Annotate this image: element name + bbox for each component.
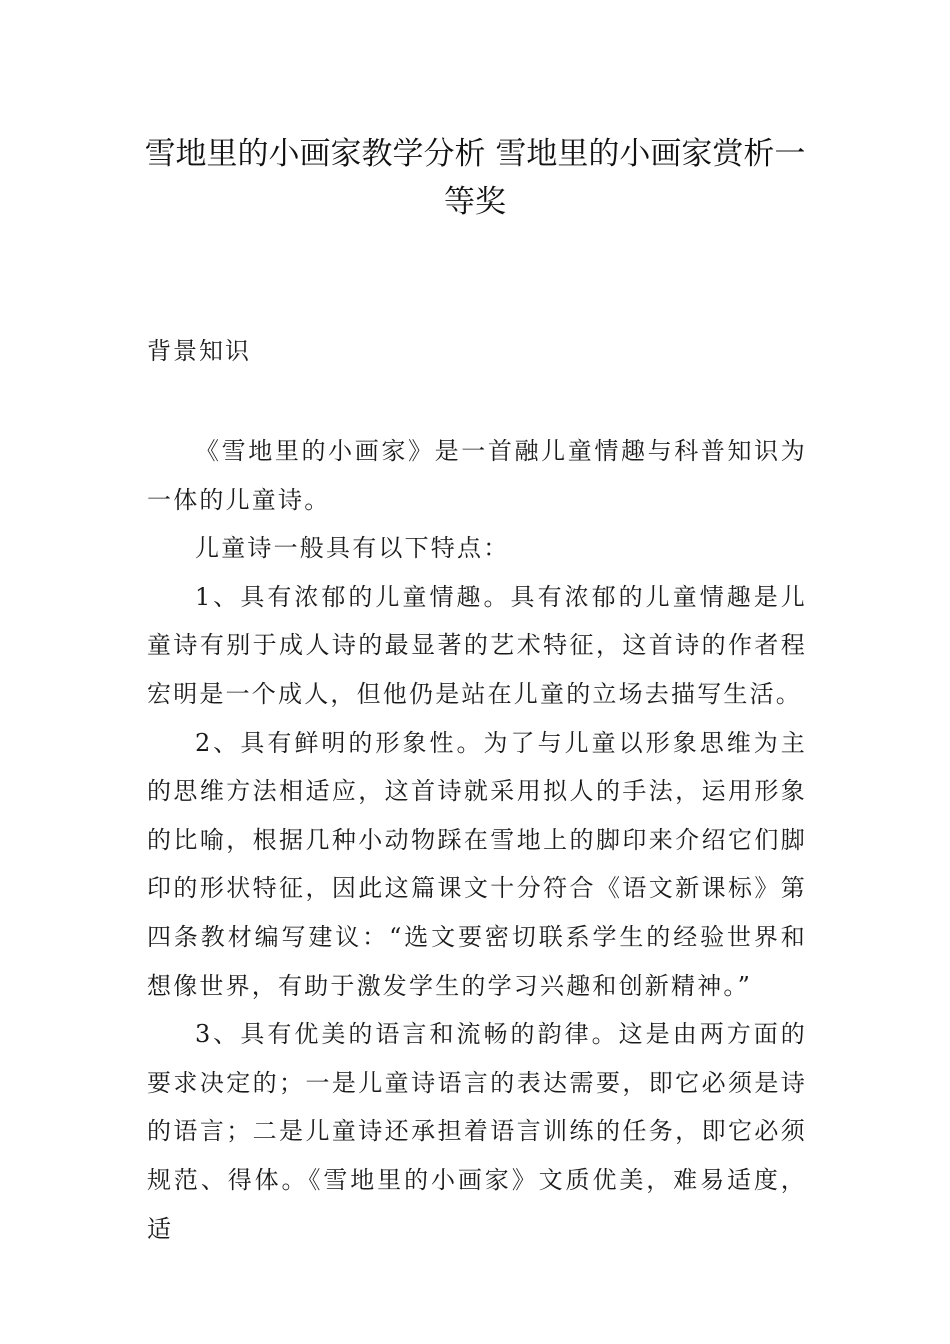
document-body bbox=[147, 427, 807, 1253]
paragraph-feature-1: 1、具有浓郁的儿童情趣。具有浓郁的儿童情趣是儿童诗有别于成人诗的最显著的艺术特征，这首诗的作者程宏明是一个成人，但他仍是站在儿童的立场去描写生活。 bbox=[147, 582, 807, 708]
paragraph-intro: 《雪地里的小画家》是一首融儿童情趣与科普知识为一体的儿童诗。 bbox=[147, 437, 807, 514]
paragraph-features-lead: 儿童诗一般具有以下特点： bbox=[195, 534, 510, 563]
paragraph-feature-3: 3、具有优美的语言和流畅的韵律。这是由两方面的要求决定的；一是儿童诗语言的表达需要，即它必须是诗的语言；二是儿童诗还承担着语言训练的任务，即它必须规范、得体。《雪地里的小画家》文质优美，难易适度，适 bbox=[147, 1020, 807, 1243]
paragraph-feature-2: 2、具有鲜明的形象性。为了与儿童以形象思维为主的思维方法相适应，这首诗就采用拟人的手法，运用形象的比喻，根据几种小动物踩在雪地上的脚印来介绍它们脚印的形状特征，因此这篇课文十分符合《语文新课标》第四条教材编写建议：“选文要密切联系学生的经验世界和想像世界，有助于激发学生的学习兴趣和创新精神。” bbox=[147, 728, 807, 1000]
document-title: 雪地里的小画家教学分析 雪地里的小画家赏析一等奖 bbox=[144, 136, 806, 220]
section-heading: 背景知识 bbox=[147, 337, 251, 365]
